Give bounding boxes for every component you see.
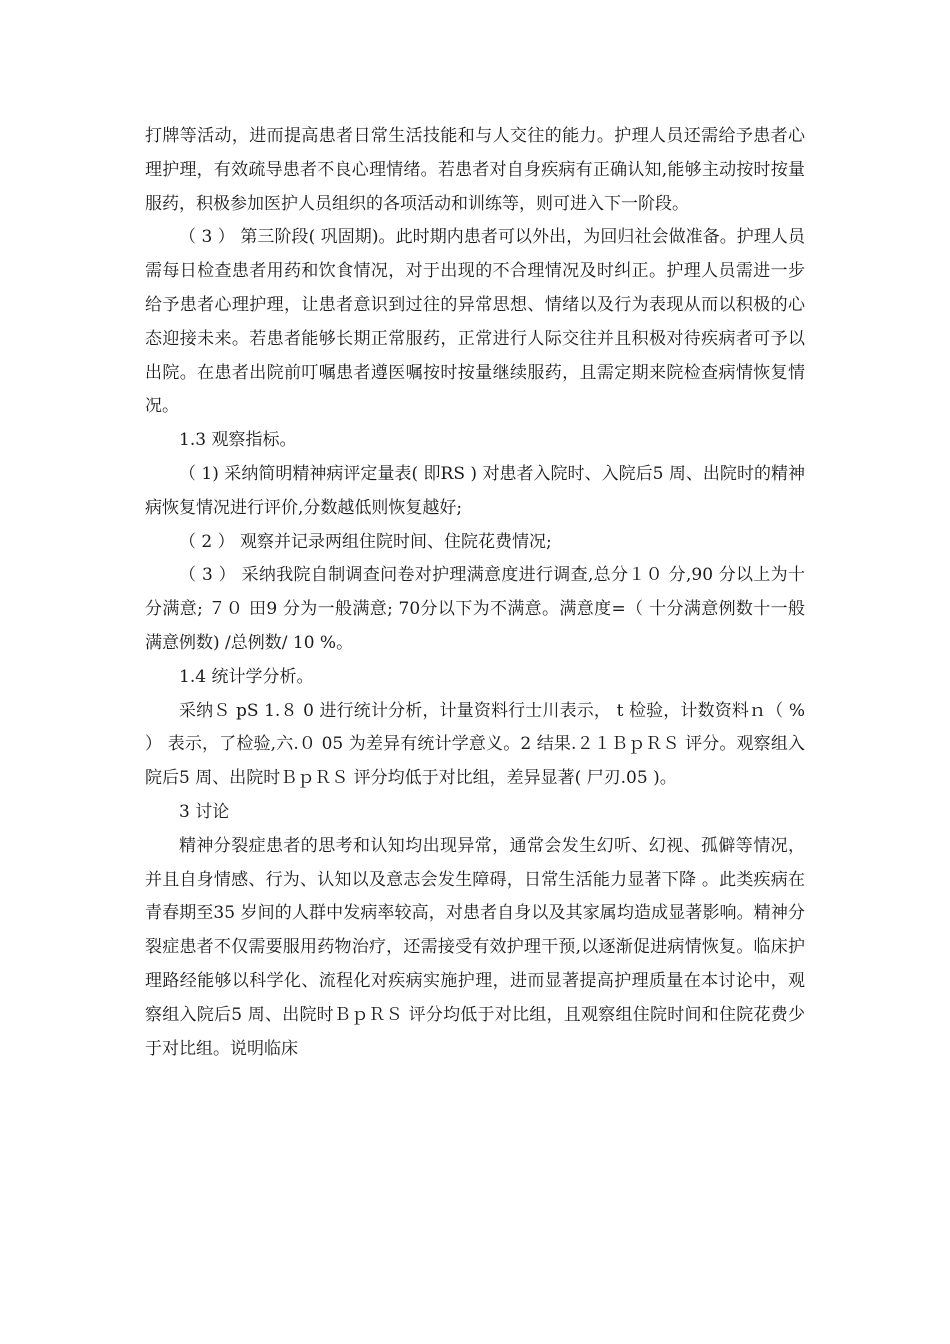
paragraph-indicator-1: （ 1) 采纳简明精神病评定量表( 即RS ) 对患者入院时、入院后5 周、出院时的精神病恢复情况进行评价,分数越低则恢复越好; <box>145 463 805 518</box>
document-page <box>145 120 805 1066</box>
paragraph-activities: 打牌等活动，进而提高患者日常生活技能和与人交往的能力。护理人员还需给予患者心理护理，有效疏导患者不良心理情绪。若患者对自身疾病有正确认知,能够主动按时按量服药，积极参加医护人员组织的各项活动和训练等，则可进入下一阶段。 <box>145 126 805 214</box>
paragraph-indicator-2: （ 2 ） 观察并记录两组住院时间、住院花费情况; <box>179 531 552 552</box>
paragraph-indicator-3: （ 3 ） 采纳我院自制调查问卷对护理满意度进行调查,总分１０ 分,90 分以上为十分满意; ７０ 田9 分为一般满意; 70分以下为不满意。满意度=（ 十分满意例数十一般满意例数) /总例数/ 10 %。 <box>145 565 805 653</box>
paragraph-stage-three: （ 3 ） 第三阶段( 巩固期)。此时期内患者可以外出，为回归社会做准备。护理人员需每日检查患者用药和饮食情况，对于出现的不合理情况及时纠正。护理人员需进一步给予患者心理护理，让患者意识到过往的异常思想、情绪以及行为表现从而以积极的心态迎接未来。若患者能够长期正常服药，正常进行人际交往并且积极对待疾病者可予以出院。在患者出院前叮嘱患者遵医嘱按时按量继续服药，且需定期来院检查病情恢复情况。 <box>145 227 805 417</box>
heading-discussion: 3 讨论 <box>179 801 230 822</box>
heading-statistical-analysis: 1.4 统计学分析。 <box>179 666 314 687</box>
paragraph-statistics-results: 采纳Ｓ pS 1.８ 0 进行统计分析，计量资料行士川表示， t 检验，计数资料ｎ（ % ） 表示，了检验,六.０ 05 为差异有统计学意义。2 结果.２１ＢｐＲＳ 评分。观察组入院后5 周、出院时ＢｐＲＳ 评分均低于对比组，差异显著( 尸刃.05 )。 <box>145 700 805 789</box>
heading-observation-indicators: 1.3 观察指标。 <box>179 430 297 451</box>
paragraph-discussion: 精神分裂症患者的思考和认知均出现异常，通常会发生幻听、幻视、孤僻等情况，并且自身情感、行为、认知以及意志会发生障碍，日常生活能力显著下降 。此类疾病在青春期至35 岁间的人群中发病率较高，对患者自身以及其家属均造成显著影响。精神分裂症患者不仅需要服用药物治疗，还需接受有效护理干预,以逐渐促进病情恢复。临床护理路经能够以科学化、流程化对疾病实施护理，进而显著提高护理质量在本讨论中，观察组入院后5 周、出院时ＢｐＲＳ 评分均低于对比组，且观察组住院时间和住院花费少于对比组。说明临床 <box>145 835 805 1059</box>
